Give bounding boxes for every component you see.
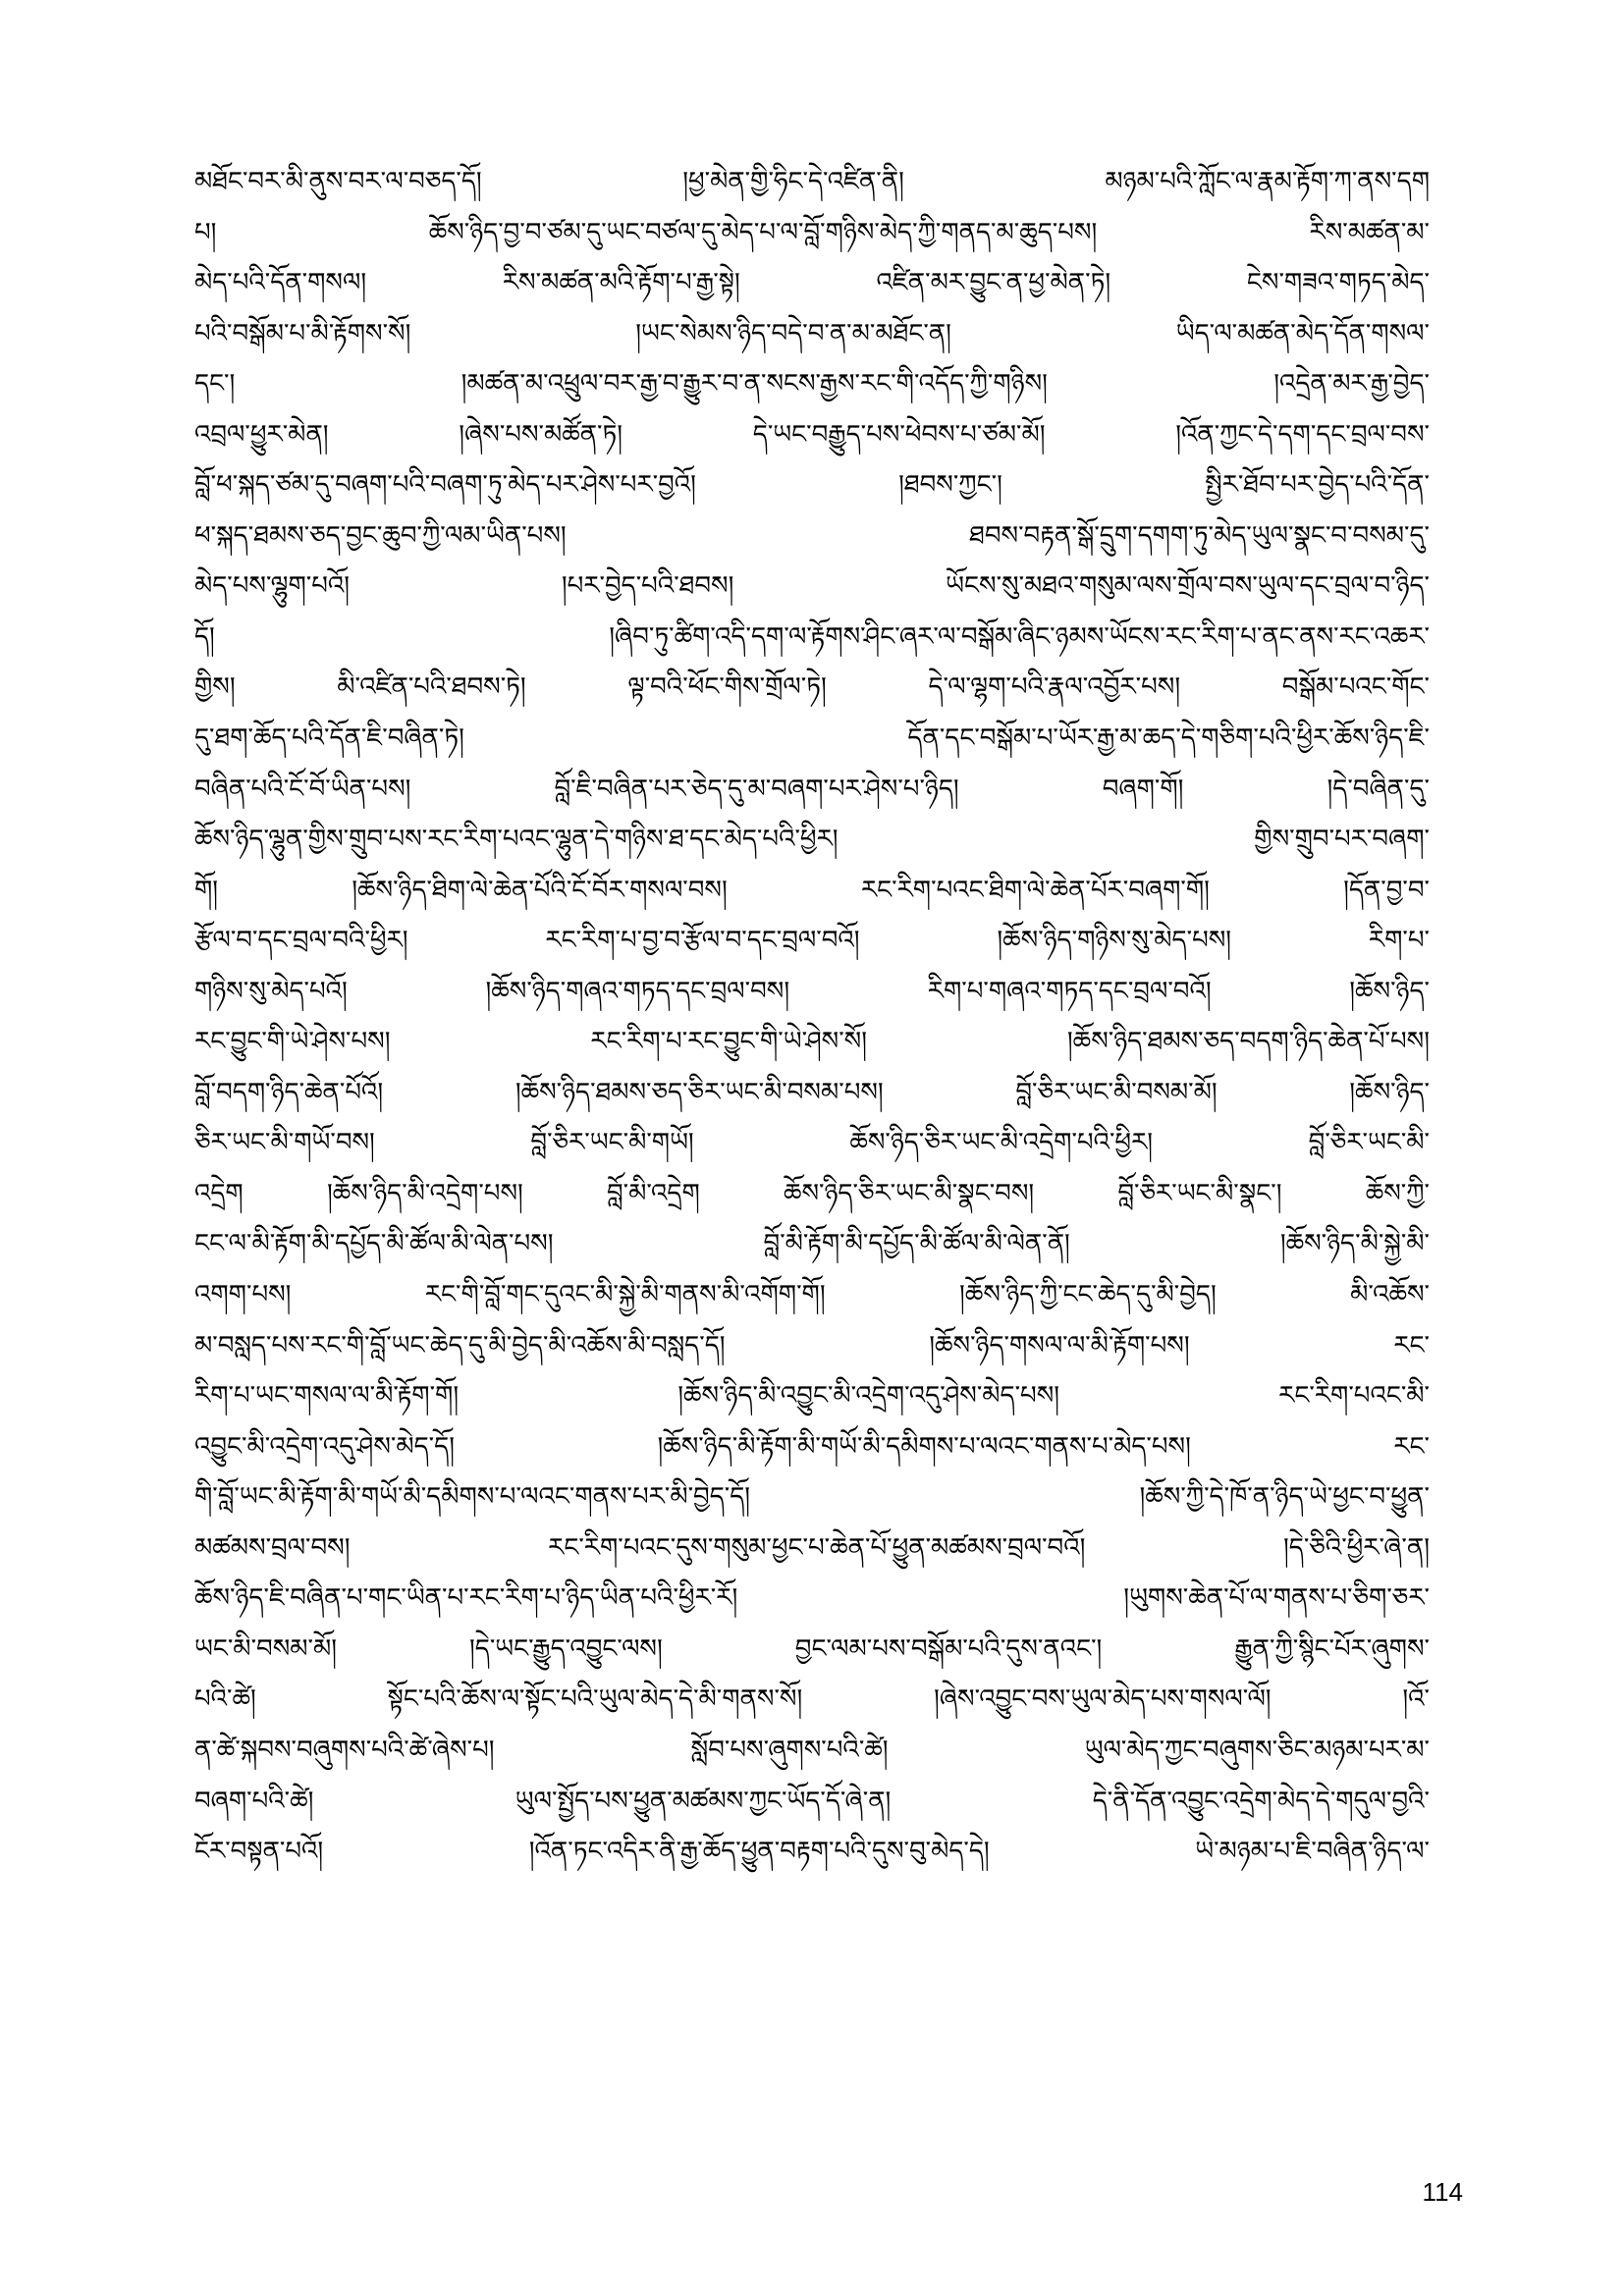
text-line: ཆོས་ཉིད་ཇི་བཞིན་པ་གང་ཡིན་པ་རང་རིག་པ་ཉིད་ཡིན་པའི་ཕྱིར་རོ། །ཡུགས་ཆེན་པོ་ལ་གནས་པ་ཅིག་ཅར་: [194, 1583, 1430, 1614]
text-line: མཐོང་བར་མི་ནུས་བར་ལ་བཅད་དོ། །ཕྱ་མེན་གྱི་ཧིང་དེ་འཛིན་ནི། མཉམ་པའི་ཀློང་ལ་རྣམ་རྟོག་ཀ་ནས་དག: [194, 167, 1430, 196]
text-line: བློ་བདག་ཉིད་ཆེན་པོའོ། །ཆོས་ཉིད་ཐམས་ཅད་ཅིར་ཡང་མི་བསམ་པས། བློ་ཅིར་ཡང་མི་བསམ་མོ། །ཆོས་ཉིད་: [194, 1077, 1430, 1107]
text-line: འབྲལ་ཕྱུར་མེན། །ཞེས་པས་མཚོན་ཏེ། དེ་ཡང་བརྒྱུད་པས་ཕེབས་པ་ཙམ་མོ། །འོན་ཀྱང་དེ་དག་དང་བྲལ་བས་: [194, 419, 1430, 450]
text-line: རང་བྱུང་གི་ཡེ་ཤེས་པས། རང་རིག་པ་རང་བྱུང་གི་ཡེ་ཤེས་སོ། །ཆོས་ཉིད་ཐམས་ཅད་བདག་ཉིད་ཆེན་པོ་པས།: [194, 1027, 1430, 1057]
text-line: དོ། །ཞིབ་ཏུ་ཚིག་འདི་དག་ལ་རྟོགས་ཤིང་ཞར་ལ་བསྒོམ་ཞིང་ཉམས་ཡོངས་རང་རིག་པ་ནང་ནས་རང་འཆར་: [194, 621, 1430, 652]
text-line: གྱིས། མི་འཛིན་པའི་ཐབས་ཏེ། ལྟ་བའི་ཕོང་གིས་གྲོལ་ཏེ། དེ་ལ་ལྷག་པའི་རྣལ་འབྱོར་པས། བསྒོམ་པའང་གོང་: [194, 672, 1430, 703]
tibetan-body-text: [194, 157, 1430, 1878]
text-line: པ། ཆོས་ཉིད་བྱ་བ་ཙམ་དུ་ཡང་བཙལ་དུ་མེད་པ་ལ་བློ་གཉིས་མེད་ཀྱི་གནད་མ་ཆུད་པས། རིས་མཚན་མ་: [194, 217, 1430, 247]
text-line: མ་བསླད་པས་རང་གི་བློ་ཡང་ཆེད་དུ་མི་བྱེད་མི་འཆོས་མི་བསླད་དོ། །ཆོས་ཉིད་གསལ་ལ་མི་རྟོག་པས། རང་: [194, 1330, 1430, 1361]
text-line: བློ་ཕ་སྐད་ཙམ་དུ་བཞག་པའི་བཞག་ཏུ་མེད་པར་ཤེས་པར་བྱའོ། །ཐབས་ཀྱང་། སྤྱིར་ཐོབ་པར་བྱེད་པའི་དོན་: [194, 470, 1430, 501]
text-line: ངོར་བསྟན་པའོ། །འོན་ཏང་འདིར་ནི་རྒྱ་ཆོད་ཕྱུན་བརྟག་པའི་དུས་བུ་མེད་དེ། ཡེ་མཉམ་པ་ཇི་བཞིན་ཉིད་ལ་: [194, 1837, 1430, 1867]
text-line: དང་། །མཚན་མ་འཕྲུལ་བར་རྒྱ་བ་རྒྱུར་བ་ན་སངས་རྒྱས་རང་གི་འདོད་ཀྱི་གཉིས། །འདྲེན་མར་རྒྱ་བྱེད་: [194, 369, 1430, 400]
text-line: རྩོལ་བ་དང་བྲལ་བའི་ཕྱིར། རང་རིག་པ་བྱ་བ་རྩོལ་བ་དང་བྲལ་བའོ། །ཆོས་ཉིད་གཉིས་སུ་མེད་པས། རིག་པ་: [194, 926, 1430, 956]
text-line: ཕ་སྐད་ཐམས་ཅད་བྱང་ཆུབ་ཀྱི་ལམ་ཡིན་པས། ཐབས་བརྟན་སྒོ་དྲུག་དགག་ཏུ་མེད་ཡུལ་སྣང་བ་བསམ་དུ་: [194, 520, 1430, 551]
text-line: འགག་པས། རང་གི་བློ་གང་དུའང་མི་སྐྱེ་མི་གནས་མི་འགོག་གོ། །ཆོས་ཉིད་ཀྱི་ངང་ཆེད་དུ་མི་བྱེད། མི་འཆོས་: [194, 1280, 1430, 1310]
page-number: 114: [1422, 2177, 1463, 2207]
text-line: མེད་པའི་དོན་གསལ། རིས་མཚན་མའི་རྟོག་པ་རྒྱ་སྟེ། འཛིན་མར་བྱུང་ན་ཕྱ་མེན་ཏེ། ངེས་གཟའ་གཏད་མེད་: [194, 268, 1430, 298]
text-line: རིག་པ་ཡང་གསལ་ལ་མི་རྟོག་གོ། །ཆོས་ཉིད་མི་འབྱུང་མི་འདྲེག་འདུ་ཤེས་མེད་པས། རང་རིག་པའང་མི་: [194, 1381, 1430, 1412]
text-line: དུ་ཐག་ཆོད་པའི་དོན་ཇི་བཞིན་ཏེ། དོན་དང་བསྒོམ་པ་ཡོར་རྒྱ་མ་ཆད་དེ་གཅིག་པའི་ཕྱིར་ཆོས་ཉིད་ཇི་: [194, 723, 1430, 754]
text-line: མཚམས་བྲལ་བས། རང་རིག་པའང་དུས་གསུམ་ཕྱང་པ་ཆེན་པོ་ཕྱུན་མཚམས་བྲལ་བའོ། །དེ་ཅིའི་ཕྱིར་ཞེ་ན།: [194, 1532, 1430, 1563]
text-line: ན་ཚེ་སྐབས་བཞུགས་པའི་ཚེ་ཞེས་པ། སློབ་པས་ཞུགས་པའི་ཚེ། ཡུལ་མེད་ཀྱང་བཞུགས་ཅིང་མཉམ་པར་མ་: [194, 1735, 1430, 1765]
text-line: པའི་བསྒོམ་པ་མི་རྟོགས་སོ། །ཡང་སེམས་ཉིད་བདེ་བ་ན་མ་མཐོང་ན། ཡིད་ལ་མཚན་མེད་དོན་གསལ་: [194, 318, 1430, 348]
text-line: ཡང་མི་བསམ་མོ། །དེ་ཡང་རྒྱུད་འབྱུང་ལས། བྱང་ལམ་པས་བསྒོམ་པའི་དུས་ནའང་། རྒྱུན་ཀྱི་སྙིང་པོར་ཞུགས་: [194, 1633, 1430, 1664]
text-line: ཅིར་ཡང་མི་གཡོ་བས། བློ་ཅིར་ཡང་མི་གཡོ། ཆོས་ཉིད་ཅིར་ཡང་མི་འདྲེག་པའི་ཕྱིར། བློ་ཅིར་ཡང་མི་: [194, 1128, 1430, 1158]
text-line: གོ། །ཆོས་ཉིད་ཐིག་ལེ་ཆེན་པོའི་ངོ་བོར་གསལ་བས། རང་རིག་པའང་ཐིག་ལེ་ཆེན་པོར་བཞག་གོ། །དོན་བྱ་བ་: [194, 875, 1430, 905]
text-line: འདྲེག །ཆོས་ཉིད་མི་འདྲེག་པས། བློ་མི་འདྲེག ཆོས་ཉིད་ཅིར་ཡང་མི་སྣང་བས། བློ་ཅིར་ཡང་མི་སྣང་། ཆོས་ཀྱི་: [194, 1178, 1430, 1208]
text-line: མེད་པས་ལྷུག་པའོ། །པར་བྱེད་པའི་ཐབས། ཡོངས་སུ་མཐའ་གསུམ་ལས་གྲོལ་བས་ཡུལ་དང་བྲལ་བ་ཉིད་: [194, 571, 1430, 602]
text-line: པའི་ཚེ། སྟོང་པའི་ཆོས་ལ་སྟོང་པའི་ཡུལ་མེད་དེ་མི་གནས་སོ། །ཞེས་འབྱུང་བས་ཡུལ་མེད་པས་གསལ་ལོ། །འོ་: [194, 1684, 1430, 1715]
text-line: ངང་ལ་མི་རྟོག་མི་དཔྱོད་མི་ཚོལ་མི་ལེན་པས། བློ་མི་རྟོག་མི་དཔྱོད་མི་ཚོལ་མི་ལེན་ནོ། །ཆོས་ཉིད་མི་སྐྱེ་མི་: [194, 1229, 1430, 1259]
text-line: ཆོས་ཉིད་ལྷུན་གྱིས་གྲུབ་པས་རང་རིག་པའང་ལྷུན་དེ་གཉིས་ཐ་དང་མེད་པའི་ཕྱིར། གྱིས་གྲུབ་པར་བཞག་: [194, 825, 1430, 855]
text-line: གཉིས་སུ་མེད་པའོ། །ཆོས་ཉིད་གཞའ་གཏད་དང་བྲལ་བས། རིག་པ་གཞའ་གཏད་དང་བྲལ་བའོ། །ཆོས་ཉིད་: [194, 976, 1430, 1006]
text-line: གི་བློ་ཡང་མི་རྟོག་མི་གཡོ་མི་དམིགས་པ་ལའང་གནས་པར་མི་བྱེད་དོ། །ཆོས་ཀྱི་དེ་ཁོ་ན་ཉིད་ཡེ་ཕྱང་བ་ཕྱུན་: [194, 1482, 1430, 1513]
text-line: བཞིན་པའི་ངོ་བོ་ཡིན་པས། བློ་ཇི་བཞིན་པར་ཅེད་དུ་མ་བཞག་པར་ཤེས་པ་ཉིད། བཞག་གོ། །དེ་བཞིན་དུ་: [194, 774, 1430, 804]
text-line: འབྱུང་མི་འདྲེག་འདུ་ཤེས་མེད་དོ། །ཆོས་ཉིད་མི་རྟོག་མི་གཡོ་མི་དམིགས་པ་ལའང་གནས་པ་མེད་པས། རང་: [194, 1431, 1430, 1462]
text-line: བཞག་པའི་ཚེ། ཡུལ་སྤྱོད་པས་ཕྱུན་མཚམས་ཀྱང་ཡོད་དོ་ཞེ་ན། དེ་ནི་དོན་འབྱུང་འདྲེག་མེད་དེ་གདུལ་བྱའི་: [194, 1786, 1430, 1816]
